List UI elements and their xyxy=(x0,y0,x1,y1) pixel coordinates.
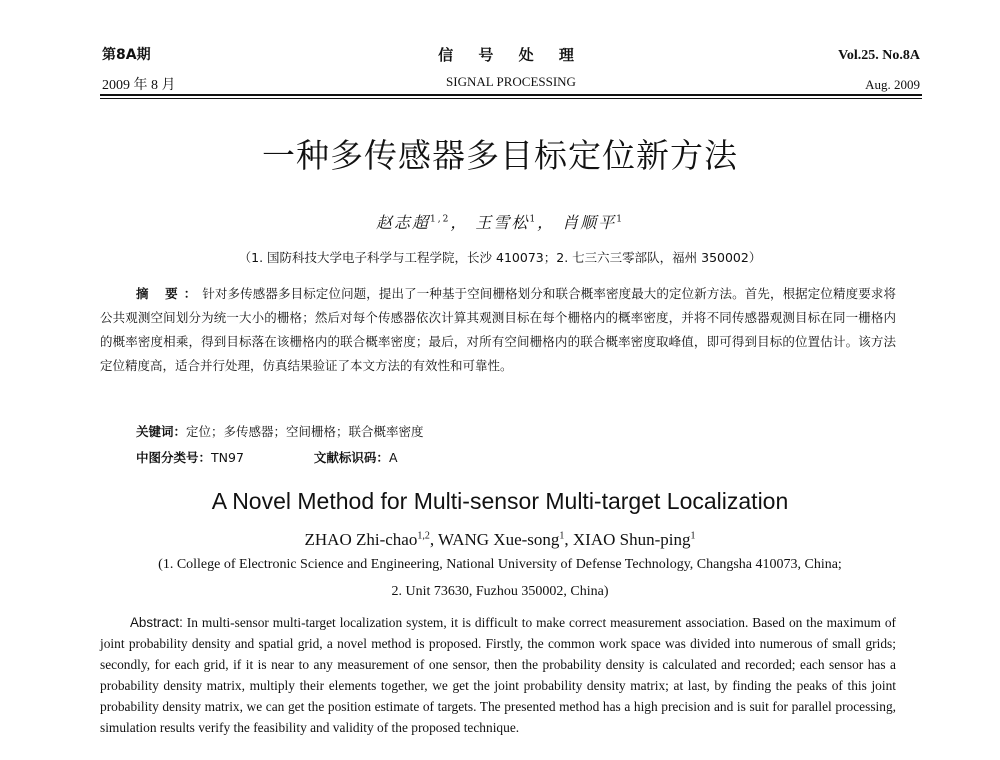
author-name: 王雪松 xyxy=(475,213,530,232)
author-name: XIAO Shun-ping xyxy=(572,530,691,549)
paper-title-cn: 一种多传感器多目标定位新方法 xyxy=(262,136,738,175)
abstract-text-en: In multi-sensor multi-target localization system, it is difficult to make correct measurement association. Based on the maximum of joint probability density and spatial grid, a novel method is proposed. Firstly, the common work space was divided into numerous of small grids; secondly, for each grid, if it is near to any measurement of one sensor, then the probability density is calculated and recorded; each sensor has a probability density matrix, multiply their elements together, we get the joint probability density matrix; at last, by finding the peaks of this joint probability density matrix, we can get the position estimate of targets. The presented method has a high precision and is suit for parallel processing, simulation results verify the feasibility and validity of the proposed technique. xyxy=(100,615,896,735)
clc-value: TN97 xyxy=(211,450,244,465)
header-rule-thick xyxy=(100,94,922,96)
abstract-label-cn: 摘 要： xyxy=(136,286,203,301)
author-name: ZHAO Zhi-chao xyxy=(304,530,418,549)
author-affil-mark: 1 xyxy=(690,530,696,542)
classification-cn xyxy=(136,448,398,466)
author-affil-mark: 1 xyxy=(616,214,625,225)
author-separator: ， xyxy=(537,213,556,232)
volume-number: Vol.25. No.8A xyxy=(838,48,920,63)
abstract-cn xyxy=(100,282,896,378)
author-name: WANG Xue-song xyxy=(438,530,560,549)
header-rule-thin xyxy=(100,98,922,99)
doc-code-label: 文献标识码： xyxy=(313,450,389,465)
journal-name-cn: 信 号 处 理 xyxy=(438,46,584,64)
running-header-top xyxy=(102,44,920,64)
running-header-bottom xyxy=(102,74,920,94)
issue-date-en: Aug. 2009 xyxy=(865,77,920,92)
author-affil-mark: 1,2 xyxy=(429,214,451,225)
author-affil-mark: 1 xyxy=(559,530,565,542)
author-separator: ， xyxy=(450,213,469,232)
affiliation-cn: （1. 国防科技大学电子科学与工程学院，长沙 410073；2. 七三六三零部队，福州 350002） xyxy=(238,250,762,265)
affiliation-en-line2: 2. Unit 73630, Fuzhou 350002, China) xyxy=(391,584,609,599)
clc-label: 中图分类号： xyxy=(136,450,212,465)
journal-name-en: SIGNAL PROCESSING xyxy=(446,74,576,89)
abstract-en xyxy=(100,612,896,738)
doc-code-value: A xyxy=(388,450,398,465)
keywords-label-cn: 关键词： xyxy=(136,424,187,439)
keywords-cn xyxy=(136,422,424,440)
author-affil-mark: 1 xyxy=(529,214,538,225)
author-name: 赵志超 xyxy=(375,213,430,232)
issue-date-cn: 2009 年 8 月 xyxy=(102,78,176,93)
paper-title-en: A Novel Method for Multi-sensor Multi-target Localization xyxy=(211,488,789,514)
author-affil-mark: 1,2 xyxy=(417,530,430,542)
keywords-text-cn: 定位；多传感器；空间栅格；联合概率密度 xyxy=(186,424,424,439)
abstract-label-en: Abstract: xyxy=(130,615,183,630)
author-list-cn xyxy=(0,210,1000,233)
affiliation-en-line1: (1. College of Electronic Science and Engineering, National University of Defense Technology, Changsha 410073, China; xyxy=(158,557,842,572)
author-list-en: ZHAO Zhi-chao$^{1,2}$, WANG Xue-song$^1$, XIAO Shun-ping$^1$ xyxy=(304,530,696,549)
author-name: 肖顺平 xyxy=(562,213,617,232)
abstract-text-cn: 针对多传感器多目标定位问题，提出了一种基于空间栅格划分和联合概率密度最大的定位新方法。首先，根据定位精度要求将公共观测空间划分为统一大小的栅格；然后对每个传感器依次计算其观测目标在每个栅格内的概率密度，并将不同传感器观测目标在同一栅格内的概率密度相乘，得到目标落在该栅格内的联合概率密度；最后，对所有空间栅格内的联合概率密度取峰值，即可得到目标的位置估计。该方法定位精度高，适合并行处理，仿真结果验证了本文方法的有效性和可靠性。 xyxy=(100,286,896,373)
issue-number-cn: 第8A期 xyxy=(102,47,151,63)
